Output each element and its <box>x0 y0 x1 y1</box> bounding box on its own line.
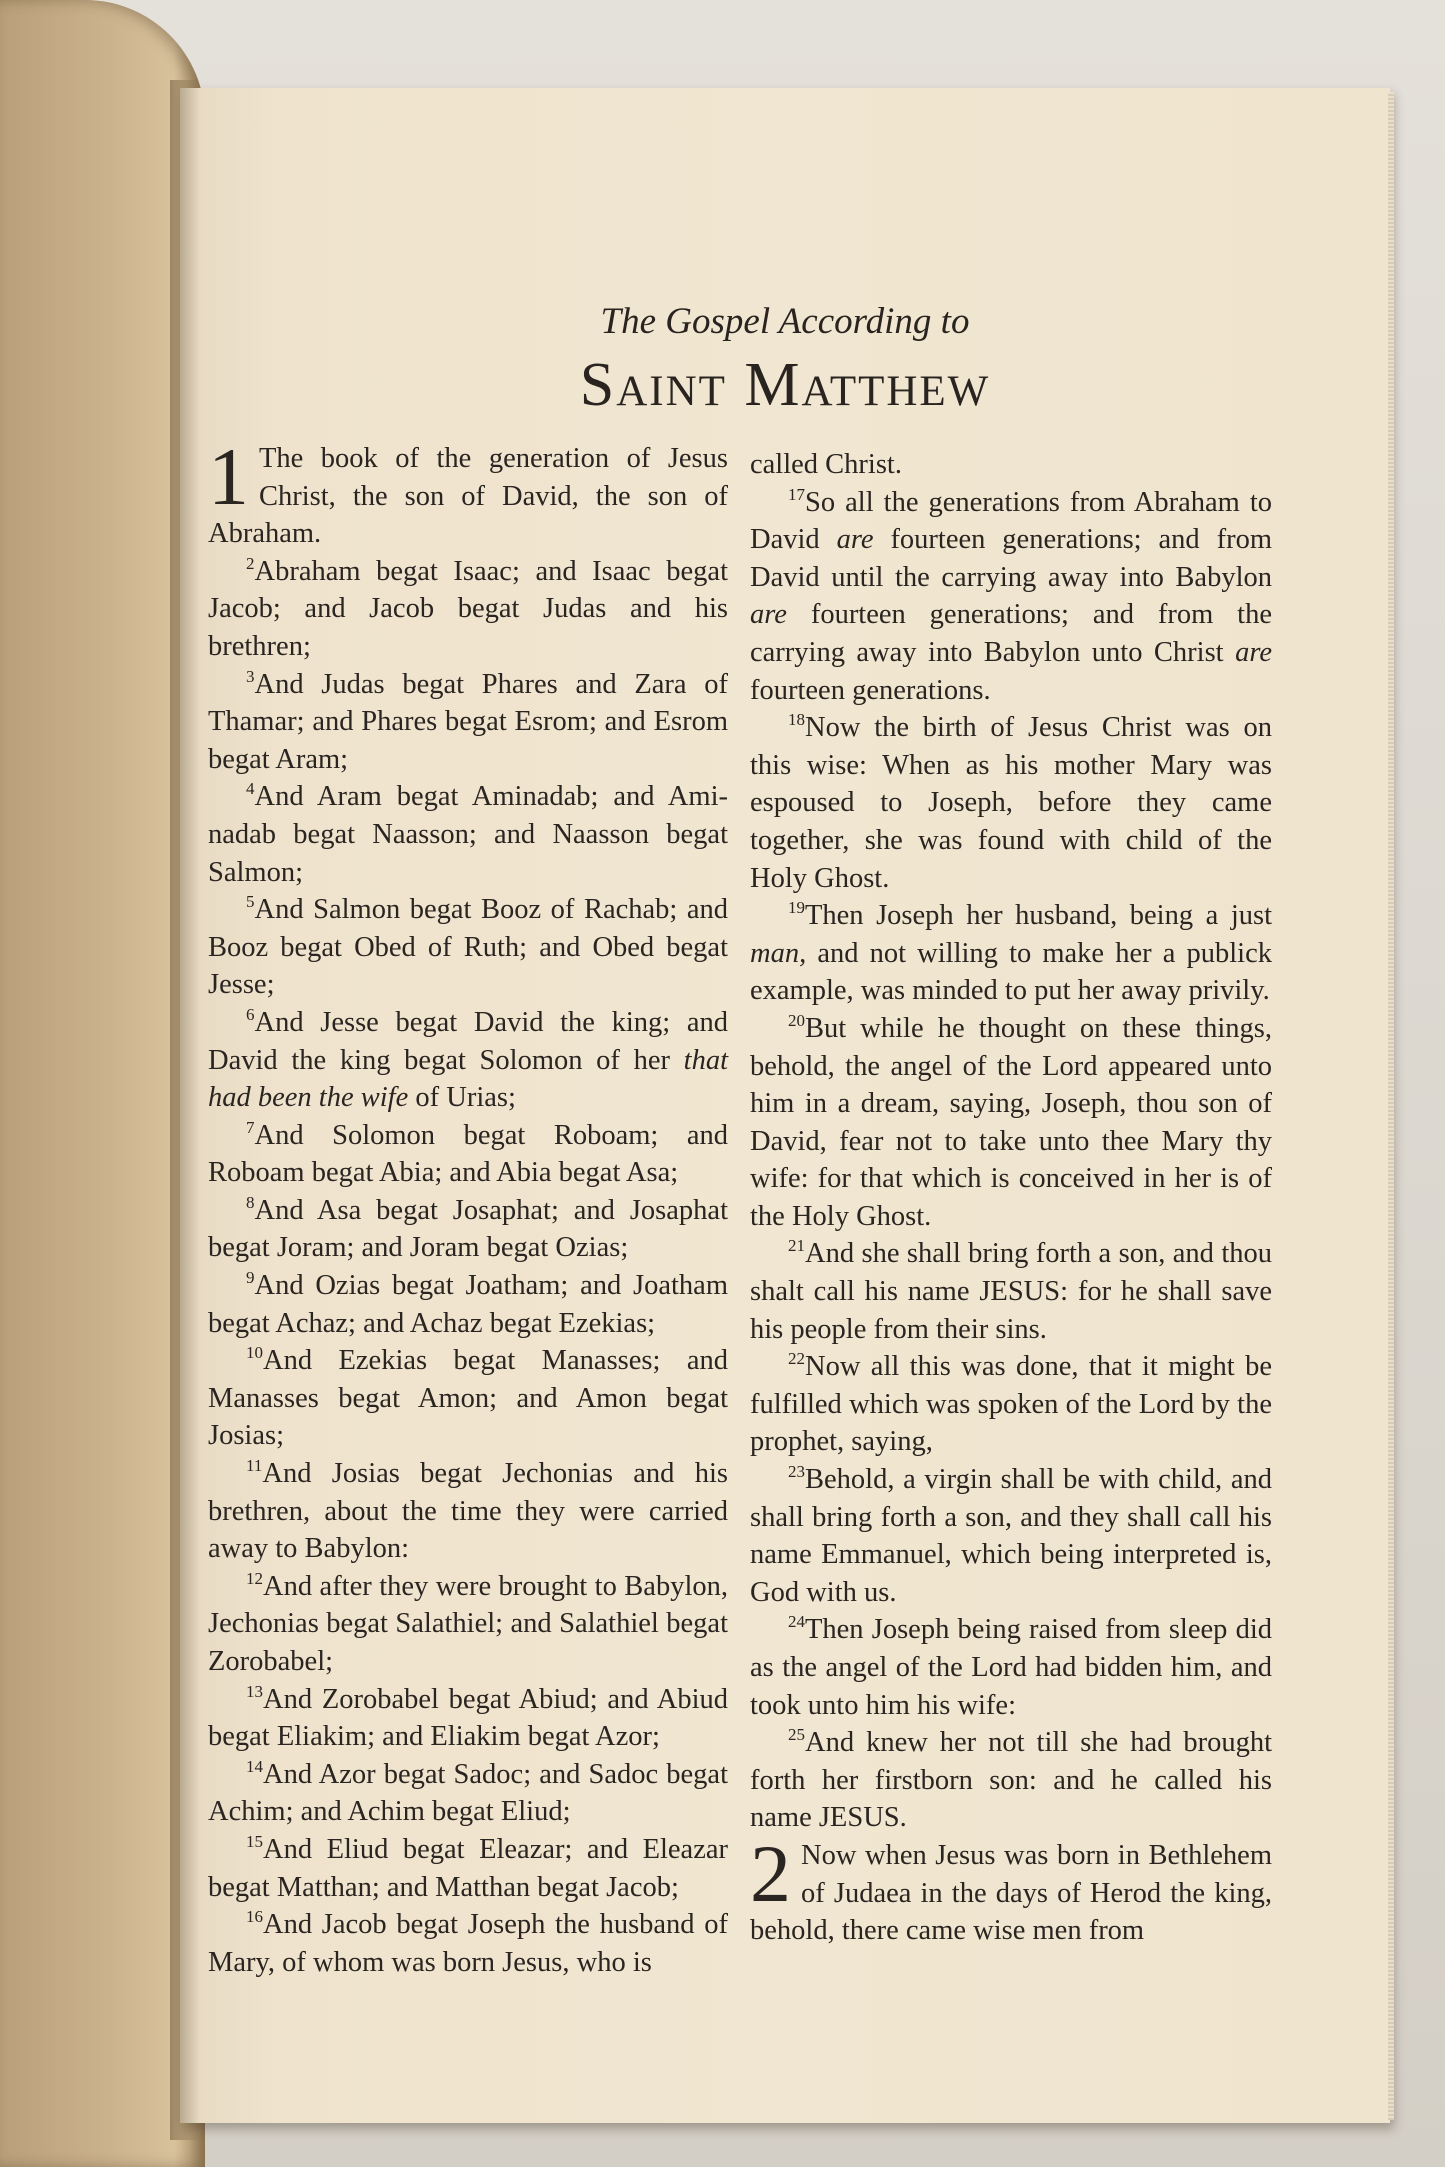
verse-text-italic: are <box>1235 636 1272 668</box>
verse-text: And she shall bring forth a son, and thou shalt call his name JESUS: for he shall save his people from their sins. <box>750 1238 1272 1345</box>
verse-text: And Azor begat Sadoc; and Sadoc begat Achim; and Achim begat Eliud; <box>208 1758 728 1828</box>
verse-text: of Urias; <box>408 1082 516 1114</box>
verse-number: 6 <box>246 1004 255 1024</box>
verse-text-italic: are <box>750 599 787 631</box>
verse-text: Abraham begat Isaac; and Isaac begat Jacob; and Jacob begat Judas and his brethren; <box>208 555 728 662</box>
verse-number: 13 <box>246 1681 263 1701</box>
verse-number: 17 <box>788 484 805 504</box>
verse-text: Behold, a virgin shall be with child, and shall bring forth a son, and they shall call his name Emmanuel, which being interpreted is, God with us. <box>750 1464 1272 1608</box>
verse-text: fourteen generations. <box>750 674 991 706</box>
book-subtitle: The Gospel According to <box>600 301 970 342</box>
verse-text: Now the birth of Jesus Christ was on this wise: When as his mother Mary was espoused to Joseph, before they came together, she was found with child of the Holy Ghost. <box>750 712 1272 894</box>
verse-8 <box>208 1192 728 1267</box>
verse-text: But while he thought on these things, behold, the angel of the Lord appeared unto him in a dream, saying, Joseph, thou son of David, fear not to take unto thee Mary thy wife: for that which is conceived in her is of the Holy Ghost. <box>750 1012 1272 1232</box>
verse-number: 23 <box>788 1462 805 1482</box>
verse-17 <box>750 484 1272 710</box>
verse-21 <box>750 1235 1272 1348</box>
verse-number: 16 <box>246 1907 263 1927</box>
verse-10 <box>208 1342 728 1455</box>
verse-9 <box>208 1267 728 1342</box>
verse-number: 9 <box>246 1268 255 1288</box>
verse-14 <box>208 1756 728 1831</box>
verse-number: 20 <box>788 1010 805 1030</box>
verse-number: 12 <box>246 1568 263 1588</box>
chapter-2-verse-1 <box>750 1827 1272 1950</box>
text-column-right <box>750 446 1272 1950</box>
verse-18 <box>750 709 1272 897</box>
verse-number: 3 <box>246 666 255 686</box>
verse-text: And Josias begat Jechonias and his brethren, about the time they were carried away to Babylon: <box>208 1458 728 1565</box>
verse-text: And Zorobabel begat Abiud; and Abiud begat Eliakim; and Eliakim begat Azor; <box>208 1683 728 1753</box>
verse-2 <box>208 553 728 666</box>
verse-number: 19 <box>788 898 805 918</box>
verse-24 <box>750 1611 1272 1724</box>
verse-text-italic: man, <box>750 937 807 969</box>
verse-text: And Ezekias begat Manasses; and Manasses begat Amon; and Amon begat Josias; <box>208 1345 728 1452</box>
verse-text: And Jacob begat Joseph the husband of Mary, of whom was born Jesus, who is <box>208 1909 728 1978</box>
verse-text: And Jesse begat David the king; and David the king begat Solomon of her <box>208 1006 728 1076</box>
verse-5 <box>208 891 728 1004</box>
verse-11 <box>208 1455 728 1568</box>
verse-number: 5 <box>246 892 255 912</box>
verse-number: 8 <box>246 1192 255 1212</box>
verse-text: And Asa begat Josaphat; and Josaphat begat Joram; and Joram begat Ozias; <box>208 1194 728 1264</box>
verse-text: And knew her not till she had brought forth her firstborn son: and he called his name JESUS. <box>750 1727 1272 1834</box>
verse-15 <box>208 1831 728 1906</box>
verse-16 <box>208 1906 728 1981</box>
verse-text: fourteen generations; and from the carrying away into Babylon unto Christ <box>750 599 1272 668</box>
verse-number: 7 <box>246 1117 255 1137</box>
verse-number: 25 <box>788 1725 805 1745</box>
verse-number: 21 <box>788 1236 805 1256</box>
verse-6 <box>208 1004 728 1117</box>
verse-25 <box>750 1724 1272 1837</box>
verse-number: 24 <box>788 1612 805 1632</box>
verse-text: And Judas begat Phares and Zara of Thamar; and Phares begat Esrom; and Esrom begat Aram; <box>208 668 728 775</box>
verse-text: The book of the generation of Jesus Christ, the son of David, the son of Abraham. <box>208 443 728 550</box>
chapter-number: 1 <box>208 431 249 522</box>
verse-text: Now all this was done, that it might be fulfilled which was spoken of the Lord by the prophet, saying, <box>750 1351 1272 1458</box>
verse-23 <box>750 1461 1272 1611</box>
chapter-number: 2 <box>750 1827 791 1919</box>
verse-number: 4 <box>246 779 255 799</box>
verse-text-italic: that had been the wife <box>208 1044 728 1114</box>
verse-text: And Eliud begat Eleazar; and Eleazar begat Matthan; and Matthan begat Jacob; <box>208 1833 728 1903</box>
verse-7 <box>208 1117 728 1192</box>
verse-number: 2 <box>246 553 255 573</box>
verse-number: 22 <box>788 1349 805 1369</box>
verse-text: Then Joseph her husband, being a just <box>805 900 1272 932</box>
verse-number: 15 <box>246 1831 263 1851</box>
verse-text: And after they were brought to Babylon, Jechonias begat Salathiel; and Salathiel begat Zorobabel; <box>208 1570 728 1677</box>
verse-number: 10 <box>246 1343 263 1363</box>
verse-19 <box>750 897 1272 1010</box>
verse-text: And Ozias begat Joatham; and Joatham begat Achaz; and Achaz begat Ezekias; <box>208 1270 728 1339</box>
chapter-heading <box>180 300 1390 420</box>
verse-3 <box>208 666 728 779</box>
verse-text: fourteen generations; and from David until the carrying away into Babylon <box>750 524 1272 593</box>
text-column-left <box>208 431 728 1981</box>
book-title: Saint Matthew <box>579 351 991 419</box>
verse-20 <box>750 1010 1272 1236</box>
verse-text: And Solomon begat Roboam; and Roboam begat Abia; and Abia begat Asa; <box>208 1119 728 1189</box>
verse-4 <box>208 778 728 891</box>
verse-number: 18 <box>788 710 805 730</box>
verse-text: Then Joseph being raised from sleep did as the angel of the Lord had bidden him, and took unto him his wife: <box>750 1614 1272 1721</box>
verse-text: And Salmon begat Booz of Rachab; and Booz begat Obed of Ruth; and Obed begat Jesse; <box>208 894 728 1001</box>
verse-text: and not willing to make her a publick example, was minded to put her away privily. <box>750 937 1272 1007</box>
verse-text: So all the generations from Abraham to David <box>750 486 1272 556</box>
verse-16-continued: called Christ. <box>750 449 902 480</box>
verse-13 <box>208 1681 728 1756</box>
verse-number: 14 <box>246 1756 263 1776</box>
verse-number: 11 <box>246 1456 263 1476</box>
verse-22 <box>750 1348 1272 1461</box>
verse-text: Now when Jesus was born in Bethlehem of Judaea in the days of Herod the king, behold, there came wise men from <box>750 1839 1272 1947</box>
verse-12 <box>208 1568 728 1681</box>
verse-text-italic: are <box>836 524 874 556</box>
verse-text: And Aram begat Aminadab; and Aminadab begat Naasson; and Naasson begat Salmon; <box>208 781 728 888</box>
verse-1 <box>208 431 728 553</box>
